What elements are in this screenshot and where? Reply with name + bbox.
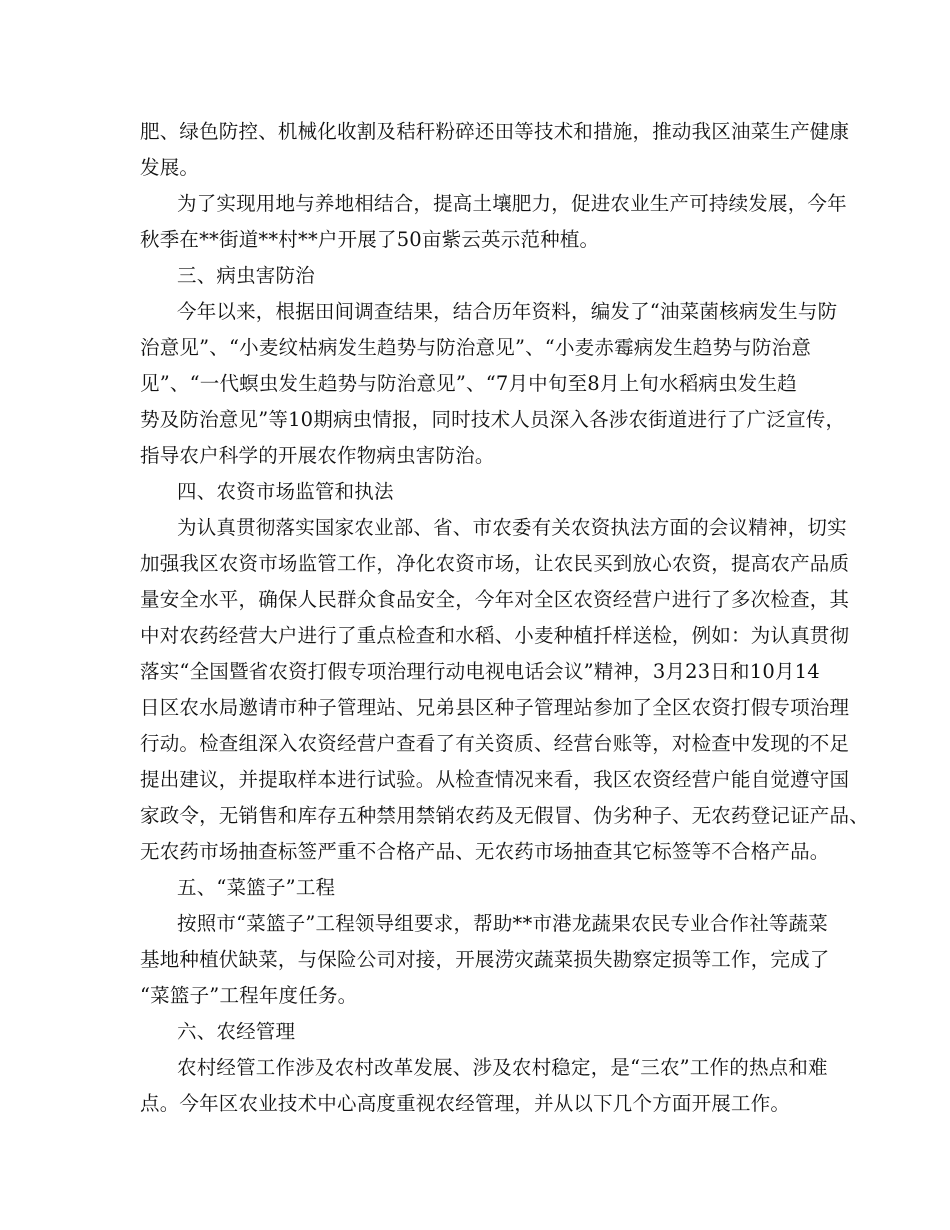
section-heading: 五、“菜篮子”工程: [177, 876, 336, 899]
text-line: 加强我区农资市场监管工作，净化农资市场，让农民买到放心农资，提高农产品质: [140, 552, 850, 575]
text-line: 势及防治意见”等10期病虫情报，同时技术人员深入各涉农街道进行了广泛宣传，: [140, 408, 846, 431]
section-heading: 四、农资市场监管和执法: [177, 480, 394, 503]
text-line: 见”、“一代螟虫发生趋势与防治意见”、“7月中旬至8月上旬水稻病虫发生趋: [140, 372, 797, 395]
text-line: 点。今年区农业技术中心高度重视农经管理，并从以下几个方面开展工作。: [140, 1092, 791, 1115]
text-line: 中对农药经营大户进行了重点检查和水稻、小麦种植扦样送检，例如：为认真贯彻: [140, 624, 850, 647]
text-line: 基地种植伏缺菜，与保险公司对接，开展涝灾蔬菜损失勘察定损等工作，完成了: [140, 948, 830, 971]
text-line: “菜篮子”工程年度任务。: [140, 984, 358, 1007]
paragraph-start-line: 农村经管工作涉及农村改革发展、涉及农村稳定，是“三农”工作的热点和难: [177, 1056, 828, 1079]
text-line: 量安全水平，确保人民群众食品安全，今年对全区农资经营户进行了多次检查，其: [140, 588, 850, 611]
text-line: 日区农水局邀请市种子管理站、兄弟县区种子管理站参加了全区农资打假专项治理: [140, 696, 850, 719]
paragraph-start-line: 为认真贯彻落实国家农业部、省、市农委有关农资执法方面的会议精神，切实: [177, 516, 847, 539]
text-line: 发展。: [140, 156, 200, 179]
text-line: 无农药市场抽查标签严重不合格产品、无农药市场抽查其它标签等不合格产品。: [140, 840, 830, 863]
paragraph-start-line: 今年以来，根据田间调查结果，结合历年资料，编发了“油菜菌核病发生与防: [177, 300, 838, 323]
text-line: 指导农户科学的开展农作物病虫害防治。: [140, 444, 495, 467]
paragraph-start-line: 按照市“菜篮子”工程领导组要求，帮助**市港龙蔬果农民专业合作社等蔬菜: [177, 912, 828, 935]
paragraph-start-line: 为了实现用地与养地相结合，提高土壤肥力，促进农业生产可持续发展，今年: [177, 192, 847, 215]
text-line: 落实“全国暨省农资打假专项治理行动电视电话会议”精神，3月23日和10月14: [140, 660, 820, 683]
text-line: 秋季在**街道**村**户开展了50亩紫云英示范种植。: [140, 228, 600, 251]
section-heading: 六、农经管理: [177, 1020, 296, 1043]
text-line: 提出建议，并提取样本进行试验。从检查情况来看，我区农资经营户能自觉遵守国: [140, 768, 850, 791]
text-line: 家政令，无销售和库存五种禁用禁销农药及无假冒、伪劣种子、无农药登记证产品、: [140, 804, 869, 827]
text-line: 治意见”、“小麦纹枯病发生趋势与防治意见”、“小麦赤霉病发生趋势与防治意: [140, 336, 812, 359]
text-line: 肥、绿色防控、机械化收割及秸秆粉碎还田等技术和措施，推动我区油菜生产健康: [140, 120, 850, 143]
section-heading: 三、病虫害防治: [177, 264, 315, 287]
text-line: 行动。检查组深入农资经营户查看了有关资质、经营台账等，对检查中发现的不足: [140, 732, 850, 755]
